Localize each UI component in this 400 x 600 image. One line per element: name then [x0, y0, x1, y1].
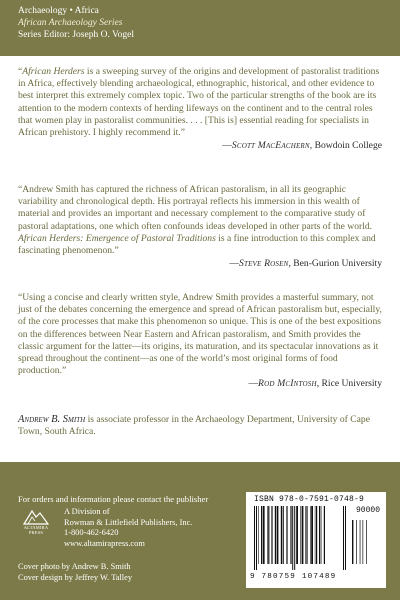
barcode-bar: [363, 520, 364, 564]
price-code: 90000: [355, 506, 380, 515]
barcode-bar: [290, 506, 291, 564]
quote-segment: is a fine introduction to this complex and fascinating phenomenon.”: [18, 232, 376, 257]
author-bio-text: is associate professor in the Archaeology Department, University of Cape Town, South Africa.: [18, 414, 370, 438]
barcode-bar: [296, 506, 298, 564]
barcode-bar: [256, 506, 257, 570]
quote-segment: “Andrew Smith has captured the richness of African pastoralism, in all its geographic variability and chronological depth. His portrayal reflects his immersion in this wealth of material and provides an important and necessary complement to the comparative study of pastoral adaptations, one which often confounds ideas developed in other parts of the world.: [18, 184, 373, 232]
barcode-bar: [287, 506, 288, 564]
barcode-bar: [277, 506, 279, 564]
bottom-band: [0, 462, 400, 600]
endorsement: [18, 184, 382, 270]
barcode-bar: [319, 506, 320, 564]
endorser-name: Steve Rosen: [238, 258, 289, 270]
publisher-info: [64, 507, 192, 549]
barcode-digits: 9 780759 107489: [250, 573, 337, 581]
barcode-bar: [306, 506, 307, 564]
barcode-bar: [305, 506, 306, 564]
endorsement: [18, 66, 382, 152]
barcode-bar: [261, 506, 262, 564]
endorsement-text: [18, 292, 382, 377]
barcode-bar: [275, 506, 276, 564]
publisher-website: www.altamirapress.com: [64, 538, 145, 548]
cover-photo-credit: Cover photo by Andrew B. Smith: [18, 562, 131, 571]
barcode-bar: [366, 520, 367, 564]
barcode-bar: [321, 506, 322, 564]
barcode-bar: [356, 520, 357, 564]
endorsement-text: [18, 66, 382, 139]
endorsement-text: [18, 184, 382, 257]
endorser-name: Scott MacEachern: [231, 140, 310, 152]
cover-credits: [18, 562, 132, 583]
barcode-bar: [324, 506, 325, 564]
series-title: African Archaeology Series: [18, 18, 123, 28]
barcode-bar: [283, 506, 284, 564]
barcode-bar: [315, 506, 316, 564]
author-name: Andrew B. Smith: [18, 414, 86, 425]
author-bio: [18, 414, 382, 439]
barcode-bar: [302, 506, 304, 564]
endorser-affiliation: Rice University: [321, 378, 382, 390]
barcode-bar: [258, 506, 259, 564]
top-band: [0, 0, 400, 56]
barcode-bar: [352, 520, 353, 564]
attribution-prefix: —: [248, 378, 259, 390]
barcode-bar: [292, 506, 293, 570]
barcode-icon: [254, 506, 378, 572]
endorsement-attribution: —Rod McIntosh, Rice University: [248, 378, 382, 390]
barcode-bar: [281, 506, 282, 564]
endorser-affiliation: Ben-Gurion University: [293, 258, 382, 270]
attribution-prefix: —: [229, 258, 239, 270]
barcode-bar: [311, 506, 313, 564]
barcode-bar: [360, 520, 361, 564]
series-editor: Series Editor: Joseph O. Vogel: [18, 30, 135, 40]
barcode-bar: [345, 506, 346, 570]
endorser-name: Rod McIntosh: [258, 378, 317, 390]
quote-segment: “Using a concise and clearly written style, Andrew Smith provides a masterful summary, not just of the debates concerning the emergence and spread of African pastoralism but, especially, of the core processes that make this phenomenon so unique. This is one of the best expositions on the differences between Near Eastern and African pastoralism, and Smith provides the classic argument for the latter—its origins, its maturation, and its spectacular innovations as it spread throughout the continent—as one of the world’s most original forms of food production.”: [18, 292, 382, 377]
category-line: Archaeology • Africa: [18, 6, 99, 16]
isbn-text: ISBN 978-0-7591-0748-9: [254, 495, 365, 504]
barcode-bar: [316, 506, 317, 564]
barcode-bar: [272, 506, 273, 564]
barcode-bar: [263, 506, 265, 564]
order-note: For orders and information please contact the publisher: [18, 494, 209, 504]
barcode-box: [246, 492, 386, 588]
barcode-bar: [300, 506, 301, 564]
altamira-logo: [22, 507, 50, 537]
book-title: African Herders: [22, 66, 85, 77]
division-line: A Division of: [64, 507, 110, 516]
endorser-affiliation: Bowdoin College: [314, 140, 382, 152]
logo-text: ALTAMIRA PRESS: [23, 525, 49, 535]
barcode-bar: [268, 506, 269, 564]
barcode-bar: [310, 506, 311, 564]
barcode-bar: [294, 506, 295, 570]
endorsement: [18, 292, 382, 390]
barcode-bar: [343, 506, 344, 570]
attribution-prefix: —: [222, 140, 232, 152]
barcode-bar: [286, 506, 287, 564]
phone-number: 1-800-462-6420: [64, 528, 119, 538]
division-line: Rowman & Littlefield Publishers, Inc.: [64, 517, 193, 527]
quote-segment: “: [18, 66, 23, 77]
barcode-bar: [271, 506, 272, 564]
quote-segment: is a sweeping survey of the origins and development of pastoralist traditions in Africa, effectively blending archaeological, ethnographic, historical, and other evidence to best interpret this extremely complex topic. Two of the particular strengths of the book are its attention to the modern contexts of herding lifeways on the continent and to the central roles that women play in pastoralist communities. . . . [This is] essential reading for specialists in African prehistory. I highly recommend it.”: [18, 66, 380, 139]
mountain-logo-icon: [22, 507, 50, 525]
endorsement-attribution: —Steve Rosen, Ben-Gurion University: [229, 258, 382, 270]
endorsement-attribution: —Scott MacEachern, Bowdoin College: [222, 140, 382, 152]
book-title: African Herders: Emergence of Pastoral Traditions: [18, 232, 216, 244]
cover-design-credit: Cover design by Jeffrey W. Talley: [18, 572, 133, 582]
barcode-bar: [254, 506, 255, 570]
barcode-bar: [267, 506, 268, 564]
series-info: [18, 5, 134, 41]
